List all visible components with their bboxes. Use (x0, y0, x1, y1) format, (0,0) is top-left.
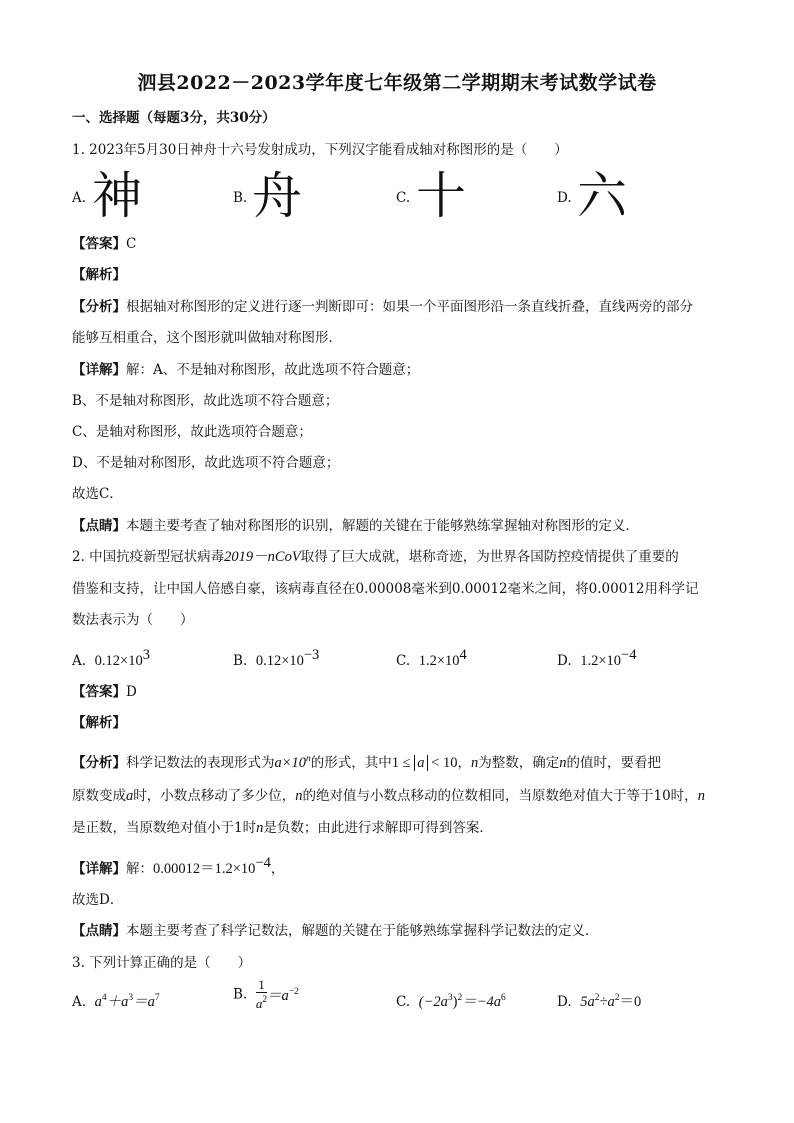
section-heading: 一、选择题（每题3分，共30分） (72, 110, 276, 126)
term: ＋a (106, 994, 129, 1010)
detail-text: 解：A、不是轴对称图形，故此选项不符合题意； (126, 362, 420, 378)
q1-analysis-tag: 【解析】 (72, 267, 126, 283)
q1-detail-line4: D、不是轴对称图形，故此选项不符合题意； (72, 455, 340, 471)
q1-answer (72, 234, 136, 254)
q1-option-b-char: 舟 (252, 167, 302, 225)
dianjing-tag: 【点睛】 (72, 518, 126, 534)
q1-detail-line1 (72, 360, 419, 380)
detail-text: ， (270, 861, 285, 877)
exp: 2 (594, 993, 600, 1003)
q1-option-d-char: 六 (577, 167, 627, 225)
option-exp: 3 (142, 647, 150, 663)
den-exp: 2 (262, 995, 268, 1005)
q1-option-d-label: D. (557, 190, 572, 206)
dianjing-text: 本题主要考查了科学记数法，解题的关键在于能够熟练掌握科学记数法的定义． (126, 923, 599, 939)
detail-text: 解： (126, 861, 153, 877)
option-base: 1.2×10 (418, 653, 460, 669)
option-base: 1.2×10 (580, 653, 622, 669)
var-n: n (256, 820, 264, 836)
detail-tag: 【详解】 (72, 362, 126, 378)
numerator: 1 (256, 978, 267, 993)
fenxi-text: 为整数，确定 (478, 755, 560, 771)
q1-fenxi-line1 (72, 297, 693, 317)
option-label: C. (396, 653, 411, 669)
q2-detail (72, 853, 284, 879)
q2-option-a (72, 647, 150, 670)
q1-option-a-label: A. (72, 190, 87, 206)
exp: 2 (614, 993, 620, 1003)
denominator (256, 993, 267, 1011)
exp: 2 (457, 993, 463, 1003)
q1-stem: 1. 2023年5月30日神舟十六号发射成功，下列汉字能看成轴对称图形的是（ ） (72, 142, 568, 158)
exp: 3 (128, 993, 134, 1003)
option-exp: 4 (459, 647, 467, 663)
option-label: A. (72, 653, 87, 669)
var-n: n (559, 755, 567, 771)
q2-stem-text: 2. 中国抗疫新型冠状病毒 (72, 549, 225, 565)
fenxi-text: 科学记数法的表现形式为 (126, 755, 275, 771)
term: ÷a (599, 994, 615, 1010)
q1-option-c-label: C. (396, 190, 411, 206)
answer-tag: 【答案】 (72, 684, 126, 700)
fenxi-text: 是负数；由此进行求解即可得到答案． (263, 820, 493, 836)
exp: 7 (154, 993, 160, 1003)
var-a: a (126, 788, 134, 804)
term: a (94, 994, 102, 1010)
term: ＝a (133, 994, 155, 1010)
exp: 6 (501, 993, 506, 1003)
q1-conclusion: 故选C． (72, 486, 123, 502)
var-n: n (697, 788, 705, 804)
virus-name: 2019－nCoV (224, 549, 301, 565)
q3-option-d (557, 990, 641, 1011)
exp: 3 (447, 993, 453, 1003)
term: ＝a (267, 988, 289, 1004)
q1-detail-line2: B、不是轴对称图形，故此选项不符合题意； (72, 393, 339, 409)
term: ＝−4a (462, 994, 501, 1010)
den-var: a (255, 996, 263, 1011)
option-label: D. (557, 994, 572, 1010)
q2-fenxi-line3 (72, 818, 493, 838)
exp: 4 (101, 993, 107, 1003)
q2-option-b (233, 647, 319, 670)
q2-fenxi-line2 (72, 786, 705, 806)
exp: −2 (288, 987, 299, 997)
q3-option-c (396, 990, 506, 1011)
option-label: B. (233, 653, 248, 669)
option-label: C. (396, 994, 411, 1010)
term: (−2a (418, 994, 448, 1010)
term: ＝0 (619, 994, 642, 1010)
q1-option-a-char: 神 (92, 167, 142, 225)
fenxi-text: 时，小数点移动了多少位， (133, 788, 296, 804)
option-label: D. (557, 653, 572, 669)
q2-stem-text-cont: 取得了巨大成就，堪称奇迹，为世界各国防控疫情提供了重要的 (300, 549, 679, 565)
q1-detail-line3: C、是轴对称图形，故此选项符合题意； (72, 424, 312, 440)
fenxi-text: 的值时，要看把 (566, 755, 661, 771)
dianjing-text: 本题主要考查了轴对称图形的识别，解题的关键在于能够熟练掌握轴对称图形的定义． (126, 518, 639, 534)
q2-answer (72, 682, 137, 702)
detail-exp: −4 (255, 855, 271, 871)
q3-stem: 3. 下列计算正确的是（ ） (72, 955, 252, 971)
q1-option-c-char: 十 (416, 167, 466, 225)
fenxi-text: 根据轴对称图形的定义进行逐一判断即可：如果一个平面图形沿一条直线折叠，直线两旁的部分 (126, 299, 693, 315)
q2-stem-line3: 数法表示为（ ） (72, 612, 194, 628)
answer-tag: 【答案】 (72, 236, 126, 252)
q2-fenxi-line1 (72, 749, 661, 773)
term: 5a (580, 994, 595, 1010)
var-n: n (470, 755, 479, 771)
fenxi-text: 的绝对值与小数点移动的位数相同，当原数绝对值大于等于10时， (302, 788, 698, 804)
fenxi-text: 的形式，其中 (310, 755, 392, 771)
option-exp: −4 (621, 647, 637, 663)
q2-dianjing (72, 921, 599, 941)
q3-option-a (72, 990, 160, 1011)
option-base: 0.12×10 (255, 653, 304, 669)
q3-option-b (233, 978, 299, 1011)
q2-conclusion: 故选D． (72, 892, 124, 908)
dianjing-tag: 【点睛】 (72, 923, 126, 939)
option-exp: −3 (303, 647, 320, 663)
option-base: 0.12×10 (94, 653, 143, 669)
detail-equation: 0.00012＝1.2×10 (153, 861, 256, 877)
range-right: < 10 (427, 755, 458, 771)
q2-stem-line2: 借鉴和支持，让中国人倍感自豪，该病毒直径在0.00008毫米到0.00012毫米之间，将0.00012用科学记 (72, 581, 699, 597)
fenxi-text: 原数变成 (72, 788, 126, 804)
exam-title: 泗县2022－2023学年度七年级第二学期期末考试数学试卷 (137, 72, 657, 94)
formula: a×10 (274, 755, 307, 771)
q2-stem-line1 (72, 547, 679, 567)
q1-fenxi-line2: 能够互相重合，这个图形就叫做轴对称图形． (72, 330, 342, 346)
answer-value: C (126, 236, 137, 252)
formula-exp: n (306, 754, 311, 764)
fenxi-tag: 【分析】 (72, 299, 126, 315)
option-label: B. (233, 986, 248, 1003)
range-var: a (417, 755, 425, 771)
q2-option-c (396, 647, 467, 670)
fraction (256, 978, 267, 1011)
term: ) (452, 994, 458, 1010)
q2-option-d (557, 647, 636, 670)
q2-analysis-tag: 【解析】 (72, 715, 126, 731)
detail-tag: 【详解】 (72, 861, 126, 877)
option-label: A. (72, 994, 87, 1010)
fenxi-tag: 【分析】 (72, 755, 126, 771)
fenxi-text: 是正数，当原数绝对值小于1时 (72, 820, 257, 836)
q1-option-b-label: B. (233, 190, 248, 206)
answer-value: D (126, 684, 137, 700)
range-left: 1 ≤ (391, 755, 415, 771)
q1-dianjing (72, 516, 639, 536)
fenxi-text: ， (457, 755, 471, 771)
var-n: n (295, 788, 303, 804)
